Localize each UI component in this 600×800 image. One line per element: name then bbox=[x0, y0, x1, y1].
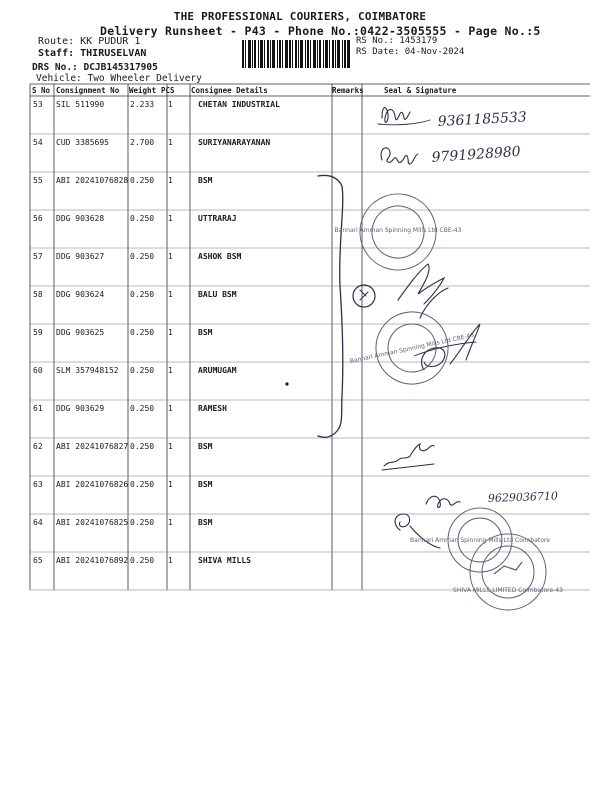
row-sno: 56 bbox=[33, 214, 43, 223]
row-consignee: ARUMUGAM bbox=[198, 366, 237, 375]
col-consignee: Consignee Details bbox=[191, 86, 268, 95]
table-row bbox=[30, 324, 590, 362]
row-weight: 0.250 bbox=[130, 556, 155, 565]
table-row bbox=[30, 96, 590, 134]
row-consignment: ABI 20241076825 bbox=[56, 518, 129, 527]
row-consignment: DDG 903625 bbox=[56, 328, 105, 337]
col-sno: S No bbox=[32, 86, 51, 95]
col-seal: Seal & Signature bbox=[384, 86, 457, 95]
table-row bbox=[30, 286, 590, 324]
row-consignee: CHETAN INDUSTRIAL bbox=[198, 100, 280, 109]
row-pcs: 1 bbox=[168, 480, 173, 489]
row-weight: 2.700 bbox=[130, 138, 155, 147]
row-weight: 0.250 bbox=[130, 442, 155, 451]
row-pcs: 1 bbox=[168, 252, 173, 261]
row-weight: 0.250 bbox=[130, 366, 155, 375]
stamp-2-text: Bannari Amman Spinning Mills Ltd CBE-43 bbox=[349, 331, 475, 366]
row-sno: 64 bbox=[33, 518, 43, 527]
route-label: Route: KK PUDUR 1 bbox=[38, 36, 141, 47]
row-pcs: 1 bbox=[168, 404, 173, 413]
table-header bbox=[30, 84, 590, 96]
table-row bbox=[30, 362, 590, 400]
table-row bbox=[30, 514, 590, 552]
row-weight: 0.250 bbox=[130, 214, 155, 223]
col-pcs: PCS bbox=[161, 86, 175, 95]
row-weight: 0.250 bbox=[130, 518, 155, 527]
row-pcs: 1 bbox=[168, 138, 173, 147]
stamp-4-text: SHIVA MILLS LIMITED Coimbatore-43 bbox=[453, 587, 563, 594]
table-row bbox=[30, 552, 590, 590]
row-sno: 57 bbox=[33, 252, 43, 261]
row-consignment: ABI 20241076828 bbox=[56, 176, 129, 185]
table-row bbox=[30, 248, 590, 286]
phone-number-2: 9791928980 bbox=[431, 143, 522, 166]
row-consignment: DDG 903627 bbox=[56, 252, 105, 261]
row-consignee: SURIYANARAYANAN bbox=[198, 138, 271, 147]
row-consignee: BALU BSM bbox=[198, 290, 237, 299]
row-sno: 65 bbox=[33, 556, 43, 565]
table-row bbox=[30, 476, 590, 514]
row-consignee: BSM bbox=[198, 518, 213, 527]
row-consignment: DDG 903624 bbox=[56, 290, 105, 299]
row-consignee: ASHOK BSM bbox=[198, 252, 242, 261]
row-consignment: DDG 903628 bbox=[56, 214, 105, 223]
row-pcs: 1 bbox=[168, 556, 173, 565]
row-weight: 0.250 bbox=[130, 328, 155, 337]
row-consignee: UTTRARAJ bbox=[198, 214, 237, 223]
row-consignee: BSM bbox=[198, 480, 213, 489]
row-weight: 0.250 bbox=[130, 404, 155, 413]
row-pcs: 1 bbox=[168, 290, 173, 299]
staff-label: Staff: THIRUSELVAN bbox=[38, 48, 147, 59]
rs-date: RS Date: 04-Nov-2024 bbox=[356, 47, 465, 57]
table-row bbox=[30, 172, 590, 210]
row-weight: 2.233 bbox=[130, 100, 155, 109]
row-sno: 63 bbox=[33, 480, 43, 489]
row-pcs: 1 bbox=[168, 328, 173, 337]
col-consignment: Consignment No bbox=[56, 86, 120, 95]
row-sno: 62 bbox=[33, 442, 43, 451]
row-consignee: BSM bbox=[198, 328, 213, 337]
table-row bbox=[30, 400, 590, 438]
row-sno: 61 bbox=[33, 404, 43, 413]
row-consignment: ABI 20241076892 bbox=[56, 556, 129, 565]
row-pcs: 1 bbox=[168, 100, 173, 109]
row-sno: 60 bbox=[33, 366, 43, 375]
row-pcs: 1 bbox=[168, 442, 173, 451]
table-row bbox=[30, 438, 590, 476]
row-pcs: 1 bbox=[168, 214, 173, 223]
table-row bbox=[30, 210, 590, 248]
row-sno: 53 bbox=[33, 100, 43, 109]
row-weight: 0.250 bbox=[130, 290, 155, 299]
phone-number-3: 9629036710 bbox=[487, 489, 559, 505]
col-weight: Weight bbox=[129, 86, 157, 95]
company-title: THE PROFESSIONAL COURIERS, COIMBATORE bbox=[173, 10, 427, 23]
row-consignment: SLM 357948152 bbox=[56, 366, 119, 375]
row-consignment: DDG 903629 bbox=[56, 404, 105, 413]
row-pcs: 1 bbox=[168, 366, 173, 375]
row-pcs: 1 bbox=[168, 176, 173, 185]
runsheet-title: Delivery Runsheet - P43 - Phone No.:0422-3505555 - Page No.:5 bbox=[100, 24, 541, 38]
row-consignee: SHIVA MILLS bbox=[198, 556, 251, 565]
row-consignment: ABI 20241076827 bbox=[56, 442, 129, 451]
row-consignee: BSM bbox=[198, 442, 213, 451]
row-consignment: ABI 20241076826 bbox=[56, 480, 129, 489]
row-sno: 58 bbox=[33, 290, 43, 299]
row-consignment: CUD 3385695 bbox=[56, 138, 109, 147]
drs-number: DRS No.: DCJB145317905 bbox=[32, 62, 158, 73]
table-row bbox=[30, 134, 590, 172]
col-remarks: Remarks bbox=[332, 86, 364, 95]
phone-number-1: 9361185533 bbox=[437, 109, 528, 130]
row-consignee: RAMESH bbox=[198, 404, 227, 413]
stamp-3-text: Bannari Amman Spinning Mills Ltd Coimbatore bbox=[410, 537, 550, 544]
row-sno: 55 bbox=[33, 176, 43, 185]
row-sno: 54 bbox=[33, 138, 43, 147]
row-weight: 0.250 bbox=[130, 480, 155, 489]
rs-number: RS No.: 1453179 bbox=[356, 36, 438, 46]
vehicle-label: Vehicle: Two Wheeler Delivery bbox=[36, 73, 202, 84]
row-pcs: 1 bbox=[168, 518, 173, 527]
row-consignment: SIL 511990 bbox=[56, 100, 105, 109]
row-sno: 59 bbox=[33, 328, 43, 337]
stamp-1-text: Bannari Amman Spinning Mills Ltd CBE-43 bbox=[334, 227, 462, 234]
row-weight: 0.250 bbox=[130, 176, 155, 185]
row-consignee: BSM bbox=[198, 176, 213, 185]
row-weight: 0.250 bbox=[130, 252, 155, 261]
